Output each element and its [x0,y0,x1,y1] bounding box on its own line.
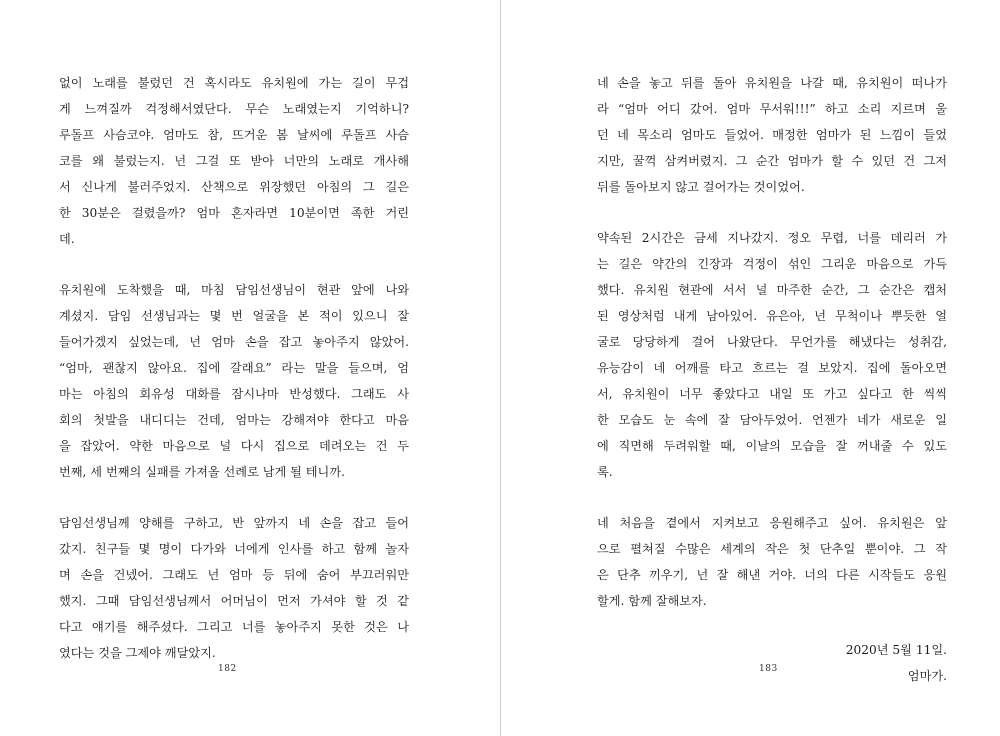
text-line: 계셨지. 담임 선생님과는 몇 번 얼굴을 본 적이 있으니 잘 [59,309,409,323]
text-line: 는 길은 약간의 긴장과 걱정이 섞인 그리운 마음으로 가득 [597,257,947,271]
text-line: 된 영상처럼 내게 남아있어. 유은아, 넌 무척이나 뿌듯한 얼 [597,309,947,323]
text-line: 데. [59,232,75,246]
text-line: 없이 노래를 불렀던 건 혹시라도 유치원에 가는 길이 무겁 [59,76,409,90]
left-paragraph-3 [59,510,409,666]
text-line: 며 손을 건넸어. 그래도 넌 엄마 등 뒤에 숨어 부끄러워만 [59,568,409,582]
text-line: 지만, 꿀꺽 삼켜버렸지. 그 순간 엄마가 할 수 있던 건 그저 [597,154,947,168]
text-line: 유치원에 도착했을 때, 마침 담임선생님이 현관 앞에 나와 [59,283,409,297]
signature-date: 2020년 5월 11일. [845,643,947,657]
text-line: “엄마, 괜찮지 않아요. 집에 갈래요” 라는 말을 들으며, 엄 [59,361,409,375]
text-line: 였다는 것을 그제야 깨달았지. [59,646,216,660]
text-line: 할게. 함께 잘해보자. [597,594,707,608]
left-page [59,70,409,691]
text-line: 뒤를 돌아보지 않고 걸어가는 것이었어. [597,180,805,194]
text-line: 했다. 유치원 현관에 서서 널 마주한 순간, 그 순간은 캡처 [597,283,947,297]
text-line: 서, 유치원이 너무 좋았다고 내일 또 가고 싶다고 한 씩씩 [597,387,947,401]
text-line: 굴로 당당하게 걸어 나왔단다. 무언가를 해냈다는 성취감, [597,335,947,349]
text-line: 코를 왜 불렀는지. 넌 그걸 또 받아 너만의 노래로 개사해 [59,154,409,168]
text-line: 유능감이 네 어깨를 타고 흐르는 걸 보았지. 집에 돌아오면 [597,361,947,375]
page-number-right: 183 [759,664,778,674]
text-line: 루돌프 사슴코야. 엄마도 참, 뜨거운 봄 날씨에 루돌프 사슴 [59,128,409,142]
text-line: 은 단추 끼우기, 넌 잘 해낸 거야. 너의 다른 시작들도 응원 [597,568,947,582]
text-line: 네 처음을 곁에서 지켜보고 응원해주고 싶어. 유치원은 앞 [597,516,947,530]
text-line: 네 손을 놓고 뒤를 돌아 유치원을 나갈 때, 유치원이 떠나가 [597,76,947,90]
text-line: 다고 얘기를 해주셨다. 그리고 너를 놓아주지 못한 것은 나 [59,620,409,634]
text-line: 라 “엄마 어디 갔어. 엄마 무서워!!!” 하고 소리 지르며 울 [597,102,947,116]
right-paragraph-2 [597,225,947,485]
text-line: 록. [597,465,613,479]
text-line: 약속된 2시간은 금세 지나갔지. 정오 무렵, 너를 데리러 가 [597,231,947,245]
text-line: 한 30분은 걸렸을까? 엄마 혼자라면 10분이면 족한 거린 [59,206,409,220]
text-line: 에 직면해 두려워할 때, 이날의 모습을 잘 꺼내줄 수 있도 [597,439,947,453]
text-line: 회의 첫발을 내디디는 건데, 엄마는 강해져야 한다고 마음 [59,413,409,427]
page-gutter-divider [500,0,501,736]
text-line: 들어가겠지 싶었는데, 넌 엄마 손을 잡고 놓아주지 않았어. [59,335,409,349]
signature-sender: 엄마가. [907,669,947,683]
text-line: 번째, 세 번째의 실패를 가져올 선례로 남게 될 테니까. [59,465,345,479]
text-line: 한 모습도 눈 속에 잘 담아두었어. 언젠가 네가 새로운 일 [597,413,947,427]
text-line: 했지. 그때 담임선생님께서 어머님이 먼저 가셔야 할 것 같 [59,594,409,608]
left-paragraph-2 [59,277,409,485]
left-paragraph-1 [59,70,409,252]
page-number-left: 182 [218,664,237,674]
text-line: 으로 펼쳐질 수많은 세계의 작은 첫 단추일 뿐이야. 그 작 [597,542,947,556]
text-line: 갔지. 친구들 몇 명이 다가와 너에게 인사를 하고 함께 놀자 [59,542,409,556]
text-line: 서 신나게 불러주었지. 산책으로 위장했던 아침의 그 길은 [59,180,409,194]
right-page [597,70,947,689]
letter-signature [597,637,947,689]
right-paragraph-1 [597,70,947,200]
text-line: 마는 아침의 회유성 대화를 잠시나마 반성했다. 그래도 사 [59,387,409,401]
right-paragraph-3 [597,510,947,614]
text-line: 게 느껴질까 걱정해서였단다. 무슨 노래였는지 기억하니? [59,102,409,116]
text-line: 던 네 목소리 엄마도 들었어. 매정한 엄마가 된 느낌이 들었 [597,128,947,142]
text-line: 담임선생님께 양해를 구하고, 반 앞까지 네 손을 잡고 들어 [59,516,409,530]
text-line: 을 잡았어. 약한 마음으로 널 다시 집으로 데려오는 건 두 [59,439,409,453]
